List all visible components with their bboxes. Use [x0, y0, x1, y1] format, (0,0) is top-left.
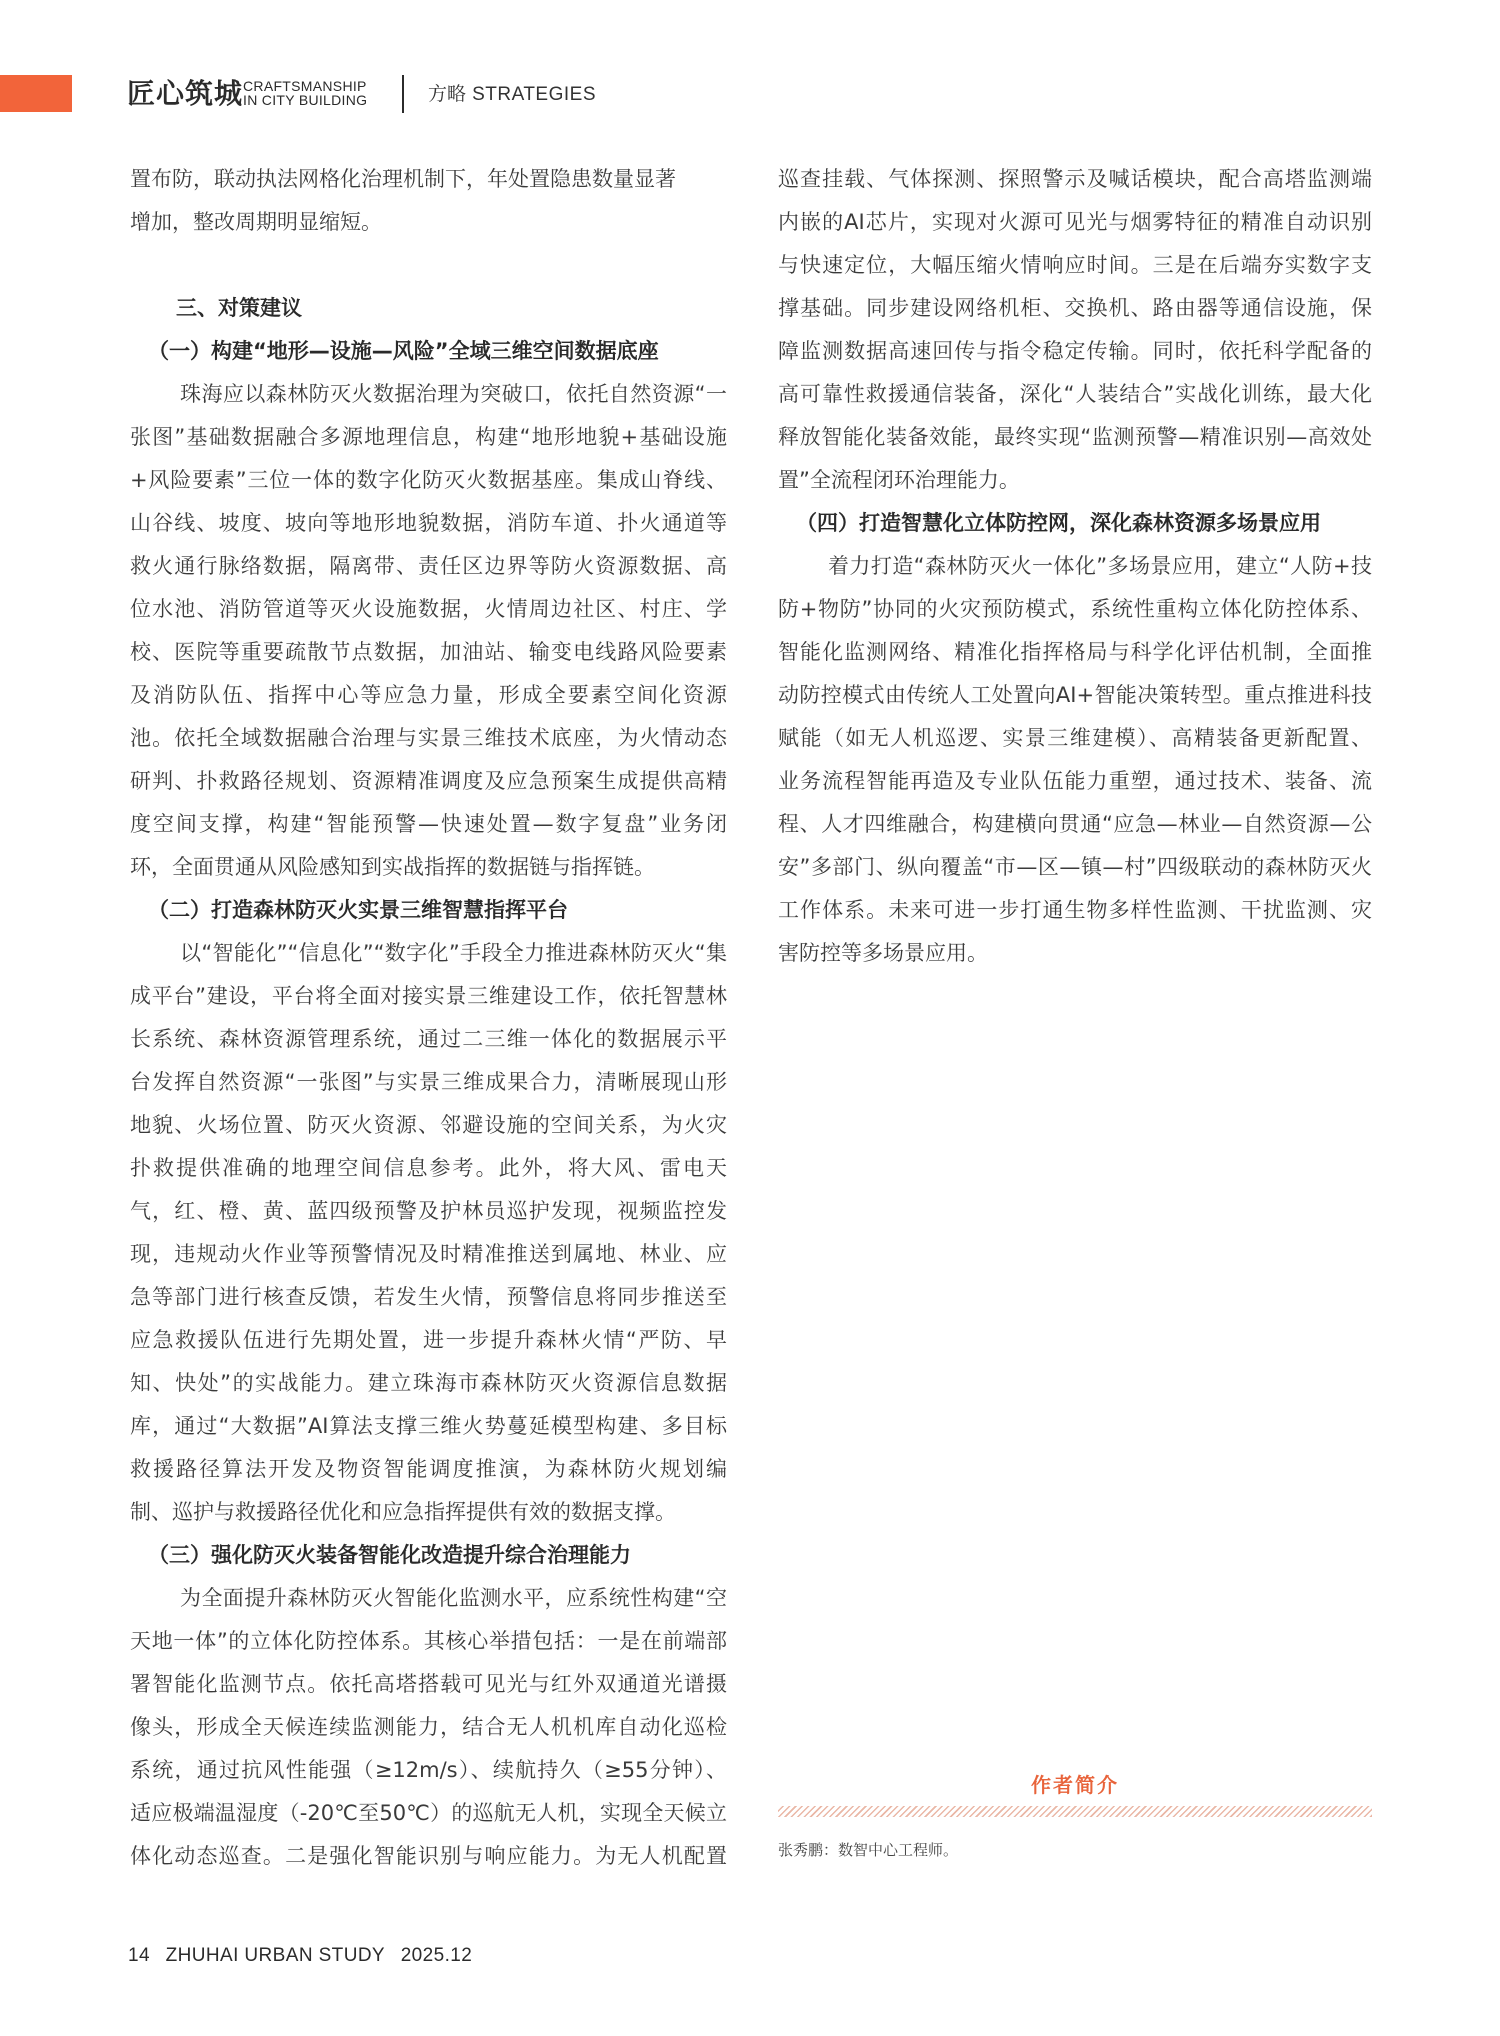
body-line: 知、快处”的实战能力。建立珠海市森林防灭火资源信息数据: [130, 1371, 727, 1395]
body-line: 应急救援队伍进行先期处置，进一步提升森林火情“严防、早: [130, 1328, 727, 1352]
author-bio-title: 作者简介: [1031, 1773, 1119, 1797]
body-line: 库，通过“大数据”AI算法支撑三维火势蔓延模型构建、多目标: [130, 1414, 727, 1438]
subsection-heading: （一）构建“地形—设施—风险”全域三维空间数据底座: [148, 339, 659, 363]
body-line: 扑救提供准确的地理空间信息参考。此外，将大风、雷电天: [130, 1156, 727, 1180]
author-bio-text: 张秀鹏：数智中心工程师。: [778, 1841, 959, 1859]
brand-subtitle: [243, 79, 367, 107]
brand-subtitle-line2: IN CITY BUILDING: [243, 92, 368, 108]
body-line: 与快速定位，大幅压缩火情响应时间。三是在后端夯实数字支: [778, 253, 1372, 277]
left-column: [130, 158, 727, 1878]
body-line: 天地一体”的立体化防控体系。其核心举措包括：一是在前端部: [130, 1629, 727, 1653]
body-line: 释放智能化装备效能，最终实现“监测预警—精准识别—高效处: [778, 425, 1372, 449]
body-line: 防+物防”协同的火灾预防模式，系统性重构立体化防控体系、: [778, 597, 1372, 621]
body-line: 长系统、森林资源管理系统，通过二三维一体化的数据展示平: [130, 1027, 727, 1051]
issue-date: 2025.12: [400, 1945, 473, 1966]
body-line: 增加，整改周期明显缩短。: [130, 210, 382, 234]
body-line: 池。依托全域数据融合治理与实景三维技术底座，为火情动态: [130, 726, 727, 750]
body-line: 气，红、橙、黄、蓝四级预警及护林员巡护发现，视频监控发: [130, 1199, 727, 1223]
body-line: 害防控等多场景应用。: [778, 941, 988, 965]
body-line: 研判、扑救路径规划、资源精准调度及应急预案生成提供高精: [130, 769, 727, 793]
section-label-en: STRATEGIES: [472, 84, 597, 105]
body-line: 高可靠性救援通信装备，深化“人装结合”实战化训练，最大化: [778, 382, 1372, 406]
body-line: 珠海应以森林防灭火数据治理为突破口，依托自然资源“一: [180, 382, 727, 406]
body-line: 为全面提升森林防灭火智能化监测水平，应系统性构建“空: [180, 1586, 727, 1610]
body-line: 救援路径算法开发及物资智能调度推演，为森林防火规划编: [130, 1457, 727, 1481]
body-line: 撑基础。同步建设网络机柜、交换机、路由器等通信设施，保: [778, 296, 1372, 320]
body-line: 内嵌的AI芯片，实现对火源可见光与烟雾特征的精准自动识别: [778, 210, 1372, 234]
accent-block: [0, 75, 72, 112]
body-line: 校、医院等重要疏散节点数据，加油站、输变电线路风险要素: [130, 640, 727, 664]
body-line: 着力打造“森林防灭火一体化”多场景应用，建立“人防+技: [828, 554, 1372, 578]
body-line: 以“智能化”“信息化”“数字化”手段全力推进森林防灭火“集: [180, 941, 727, 965]
body-line: 赋能（如无人机巡逻、实景三维建模）、高精装备更新配置、: [778, 726, 1372, 750]
body-line: 工作体系。未来可进一步打通生物多样性监测、干扰监测、灾: [778, 898, 1372, 922]
body-line: 像头，形成全天候连续监测能力，结合无人机机库自动化巡检: [130, 1715, 727, 1739]
body-line: 急等部门进行核查反馈，若发生火情，预警信息将同步推送至: [130, 1285, 727, 1309]
body-line: +风险要素”三位一体的数字化防灭火数据基座。集成山脊线、: [130, 468, 727, 492]
body-line: 环，全面贯通从风险感知到实战指挥的数据链与指挥链。: [130, 855, 655, 879]
section-label: [428, 80, 596, 109]
section-heading: 三、对策建议: [176, 296, 302, 320]
body-line: 智能化监测网络、精准化指挥格局与科学化评估机制，全面推: [778, 640, 1372, 664]
journal-name: ZHUHAI URBAN STUDY: [165, 1945, 386, 1966]
page-footer: [128, 1942, 482, 1970]
body-line: 置布防，联动执法网格化治理机制下，年处置隐患数量显著: [130, 167, 676, 191]
blank-line: [130, 244, 727, 287]
brand-title: 匠心筑城: [127, 77, 244, 110]
body-line: 程、人才四维融合，构建横向贯通“应急—林业—自然资源—公: [778, 812, 1372, 836]
header-divider: [402, 75, 404, 113]
body-line: 体化动态巡查。二是强化智能识别与响应能力。为无人机配置: [130, 1844, 727, 1868]
body-line: 巡查挂载、气体探测、探照警示及喊话模块，配合高塔监测端: [778, 167, 1372, 191]
body-line: 业务流程智能再造及专业队伍能力重塑，通过技术、装备、流: [778, 769, 1372, 793]
subsection-heading: （二）打造森林防灭火实景三维智慧指挥平台: [148, 898, 568, 922]
body-line: 地貌、火场位置、防灭火资源、邻避设施的空间关系，为火灾: [130, 1113, 727, 1137]
body-line: 制、巡护与救援路径优化和应急指挥提供有效的数据支撑。: [130, 1500, 676, 1524]
body-line: 度空间支撑，构建“智能预警—快速处置—数字复盘”业务闭: [130, 812, 727, 836]
right-column: [778, 158, 1372, 975]
body-line: 障监测数据高速回传与指令稳定传输。同时，依托科学配备的: [778, 339, 1372, 363]
body-line: 成平台”建设，平台将全面对接实景三维建设工作，依托智慧林: [130, 984, 727, 1008]
body-line: 台发挥自然资源“一张图”与实景三维成果合力，清晰展现山形: [130, 1070, 727, 1094]
page-number: 14: [128, 1945, 150, 1966]
body-line: 山谷线、坡度、坡向等地形地貌数据，消防车道、扑火通道等: [130, 511, 727, 535]
body-line: 置”全流程闭环治理能力。: [778, 468, 1020, 492]
body-line: 张图”基础数据融合多源地理信息，构建“地形地貌+基础设施: [130, 425, 727, 449]
subsection-heading: （四）打造智慧化立体防控网，深化森林资源多场景应用: [796, 511, 1321, 535]
body-line: 现，违规动火作业等预警情况及时精准推送到属地、林业、应: [130, 1242, 727, 1266]
brand-subtitle-line1: CRAFTSMANSHIP: [243, 78, 367, 94]
body-line: 安”多部门、纵向覆盖“市—区—镇—村”四级联动的森林防灭火: [778, 855, 1372, 879]
body-line: 及消防队伍、指挥中心等应急力量，形成全要素空间化资源: [130, 683, 727, 707]
subsection-heading: （三）强化防灭火装备智能化改造提升综合治理能力: [148, 1543, 631, 1567]
section-label-cn: 方略: [428, 83, 467, 105]
body-line: 动防控模式由传统人工处置向AI+智能决策转型。重点推进科技: [778, 683, 1372, 707]
body-line: 位水池、消防管道等灭火设施数据，火情周边社区、村庄、学: [130, 597, 727, 621]
body-line: 署智能化监测节点。依托高塔搭载可见光与红外双通道光谱摄: [130, 1672, 727, 1696]
body-line: 救火通行脉络数据，隔离带、责任区边界等防火资源数据、高: [130, 554, 727, 578]
author-bio-divider: [778, 1806, 1372, 1817]
body-line: 系统，通过抗风性能强（≥12m/s）、续航持久（≥55分钟）、: [130, 1758, 727, 1782]
body-line: 适应极端温湿度（-20℃至50℃）的巡航无人机，实现全天候立: [130, 1801, 727, 1825]
